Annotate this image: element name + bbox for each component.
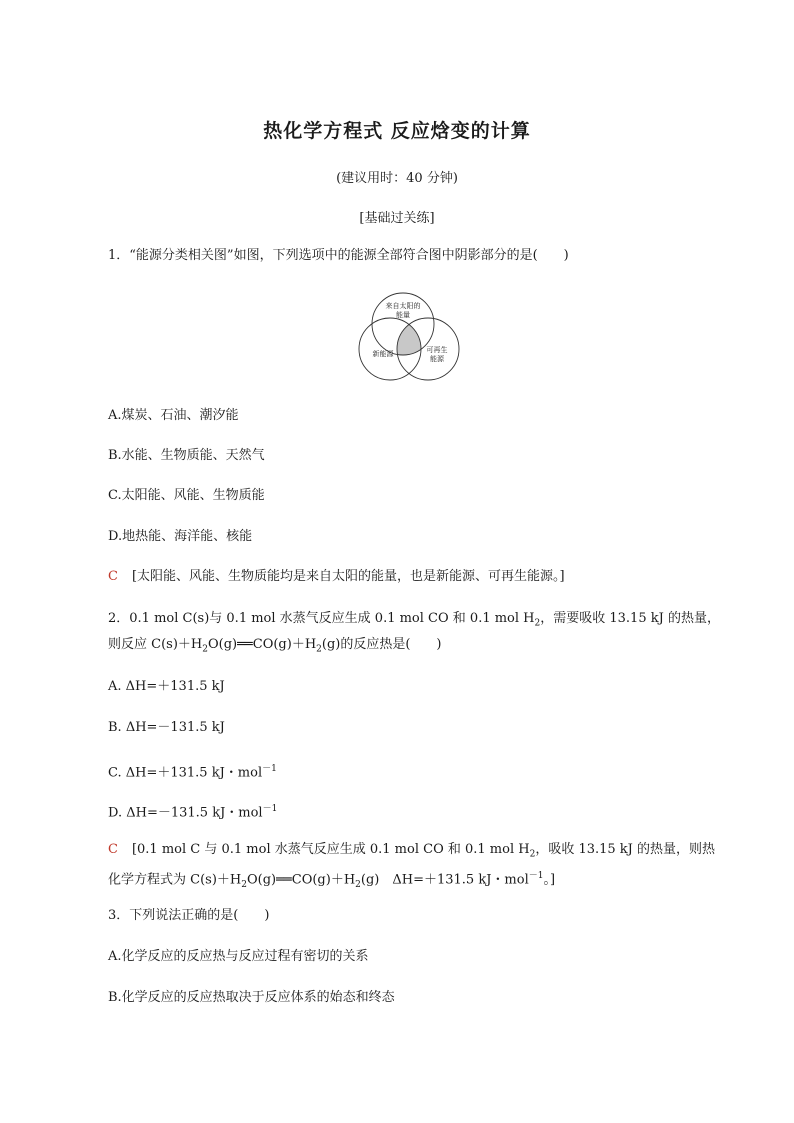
q1-option-d: D.地热能、海洋能、核能: [108, 529, 253, 544]
q3-stem: 3．下列说法正确的是( ): [108, 908, 270, 923]
q1-option-a: A.煤炭、石油、潮汐能: [108, 408, 239, 423]
venn-label-solar-1: 来自太阳的: [385, 302, 421, 310]
q2-stem-line2: 则反应 $C(s)+H_2O(g)══CO(g)+H_2(g)$的反应热是( ): [108, 637, 442, 655]
q2-answer-line1: C [0.1 mol C 与 0.1 mol 水蒸气反应生成 0.1 mol CO 和 0.1 mol $H_2$，吸收 13.15 kJ 的热量，则热: [108, 842, 716, 860]
page-title: 热化学方程式 反应焓变的计算: [263, 120, 531, 142]
q1-stem: 1．“能源分类相关图”如图，下列选项中的能源全部符合图中阴影部分的是( ): [108, 248, 569, 263]
answer-explanation: [太阳能、风能、生物质能均是来自太阳的能量，也是新能源、可再生能源。]: [131, 569, 565, 584]
energy-venn-diagram: [358, 286, 468, 382]
q3-option-a: A.化学反应的反应热与反应过程有密切的关系: [108, 949, 369, 964]
q2-answer-line2: 化学方程式为 $C(s)+H_2O(g)══CO(g)+H_2(g)$ ΔH=＋131.5 kJ・mol$^{-1}$。]: [108, 871, 556, 890]
section-heading: [基础过关练]: [359, 211, 435, 226]
answer-letter: C: [108, 842, 118, 857]
q1-option-c: C.太阳能、风能、生物质能: [108, 488, 265, 503]
q2-option-b: B. ΔH=－131.5 kJ: [108, 720, 225, 735]
venn-label-new: 新能源: [372, 350, 394, 358]
answer-letter: C: [108, 569, 118, 584]
q2-option-d: D. ΔH=－131.5 kJ・mol$^{-1}$: [108, 804, 278, 821]
q2-option-a: A. ΔH=＋131.5 kJ: [108, 679, 225, 694]
suggested-time: (建议用时：40 分钟): [336, 171, 458, 186]
venn-label-renewable-1: 可再生: [426, 346, 448, 354]
q2-stem-line1: 2．0.1 mol C(s)与 0.1 mol 水蒸气反应生成 0.1 mol CO 和 0.1 mol $H_2$，需要吸收 13.15 kJ 的热量，: [108, 611, 720, 629]
venn-label-solar-2: 能量: [396, 311, 410, 319]
venn-label-renewable-2: 能源: [430, 355, 444, 363]
q1-option-b: B.水能、生物质能、天然气: [108, 448, 265, 463]
q3-option-b: B.化学反应的反应热取决于反应体系的始态和终态: [108, 990, 395, 1005]
q1-answer: [108, 567, 718, 587]
q2-option-c: C. ΔH=＋131.5 kJ・mol$^{-1}$: [108, 764, 277, 781]
